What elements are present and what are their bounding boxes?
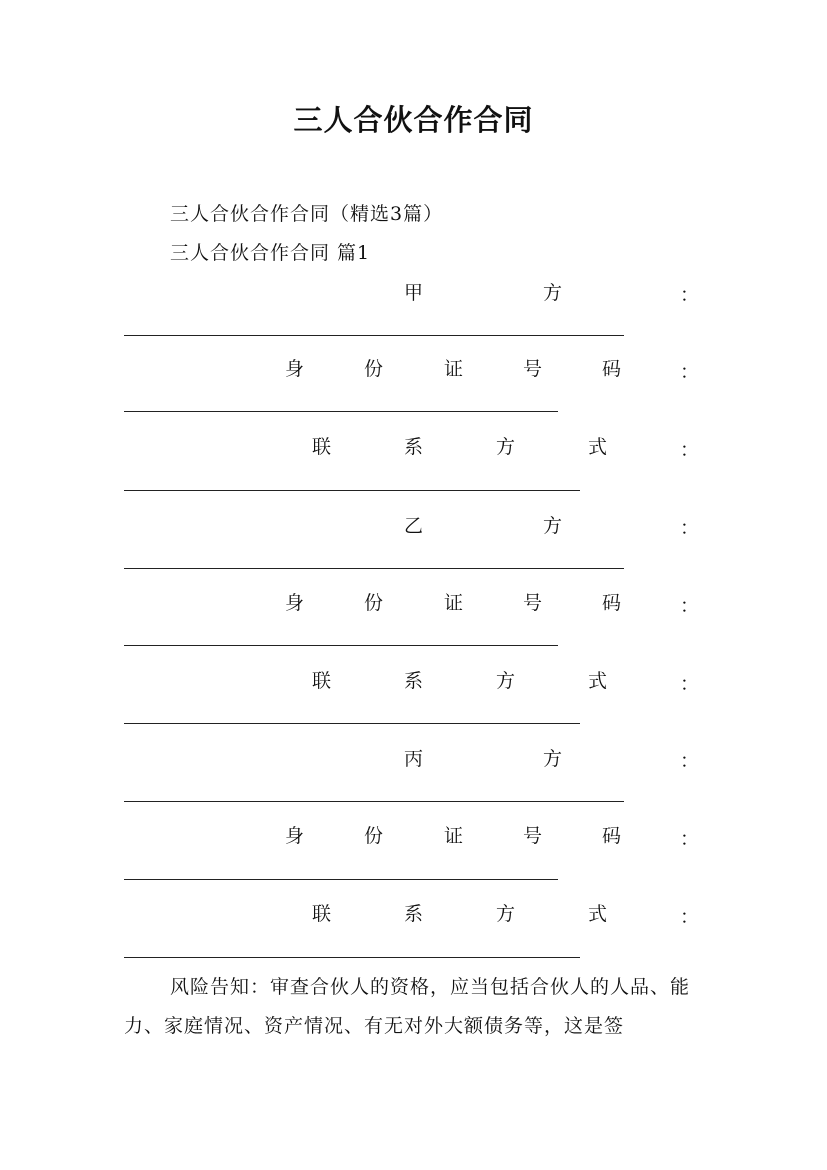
char: 份 <box>364 358 384 380</box>
colon: ： <box>680 750 700 772</box>
char: 码 <box>602 358 622 380</box>
fill-line <box>124 879 558 880</box>
char: 方 <box>543 748 563 770</box>
char: 身 <box>285 825 305 847</box>
char: 份 <box>364 592 384 614</box>
char: 证 <box>444 358 464 380</box>
field-label-contact <box>0 899 827 929</box>
char: 丙 <box>404 748 424 770</box>
fill-line <box>124 335 624 336</box>
char: 联 <box>312 436 332 458</box>
char: 证 <box>444 592 464 614</box>
field-label-id-number <box>0 588 827 618</box>
colon: ： <box>680 673 700 695</box>
field-label-party-b <box>0 511 827 541</box>
risk-notice-paragraph: 风险告知：审查合伙人的资格，应当包括合伙人的人品、能力、家庭情况、资产情况、有无对外大额债务等，这是签 <box>124 976 691 1037</box>
fill-line <box>124 957 580 958</box>
colon: ： <box>680 439 700 461</box>
document-title: 三人合伙合作合同 <box>293 103 534 137</box>
char: 码 <box>602 825 622 847</box>
field-label-party-a <box>0 278 827 308</box>
char: 系 <box>404 903 424 925</box>
fill-line <box>124 801 624 802</box>
char: 号 <box>523 358 543 380</box>
colon: ： <box>680 284 700 306</box>
field-label-party-c <box>0 744 827 774</box>
char: 方 <box>543 515 563 537</box>
char: 乙 <box>404 515 424 537</box>
document-subtitle: 三人合伙合作合同（精选3篇） <box>170 203 444 225</box>
field-label-contact <box>0 666 827 696</box>
char: 份 <box>364 825 384 847</box>
field-label-id-number <box>0 821 827 851</box>
char: 码 <box>602 592 622 614</box>
char: 式 <box>588 903 608 925</box>
char: 证 <box>444 825 464 847</box>
fill-line <box>124 645 558 646</box>
field-label-id-number <box>0 354 827 384</box>
char: 式 <box>588 436 608 458</box>
char: 方 <box>496 670 516 692</box>
field-label-contact <box>0 432 827 462</box>
fill-line <box>124 568 624 569</box>
char: 号 <box>523 592 543 614</box>
char: 方 <box>496 903 516 925</box>
char: 联 <box>312 903 332 925</box>
char: 身 <box>285 592 305 614</box>
colon: ： <box>680 906 700 928</box>
char: 甲 <box>404 282 424 304</box>
colon: ： <box>680 361 700 383</box>
colon: ： <box>680 828 700 850</box>
colon: ： <box>680 517 700 539</box>
fill-line <box>124 723 580 724</box>
char: 身 <box>285 358 305 380</box>
char: 方 <box>496 436 516 458</box>
char: 联 <box>312 670 332 692</box>
char: 系 <box>404 436 424 458</box>
fill-line <box>124 411 558 412</box>
char: 系 <box>404 670 424 692</box>
fill-line <box>124 490 580 491</box>
char: 式 <box>588 670 608 692</box>
section-heading: 三人合伙合作合同 篇1 <box>170 242 371 264</box>
char: 方 <box>543 282 563 304</box>
colon: ： <box>680 595 700 617</box>
char: 号 <box>523 825 543 847</box>
